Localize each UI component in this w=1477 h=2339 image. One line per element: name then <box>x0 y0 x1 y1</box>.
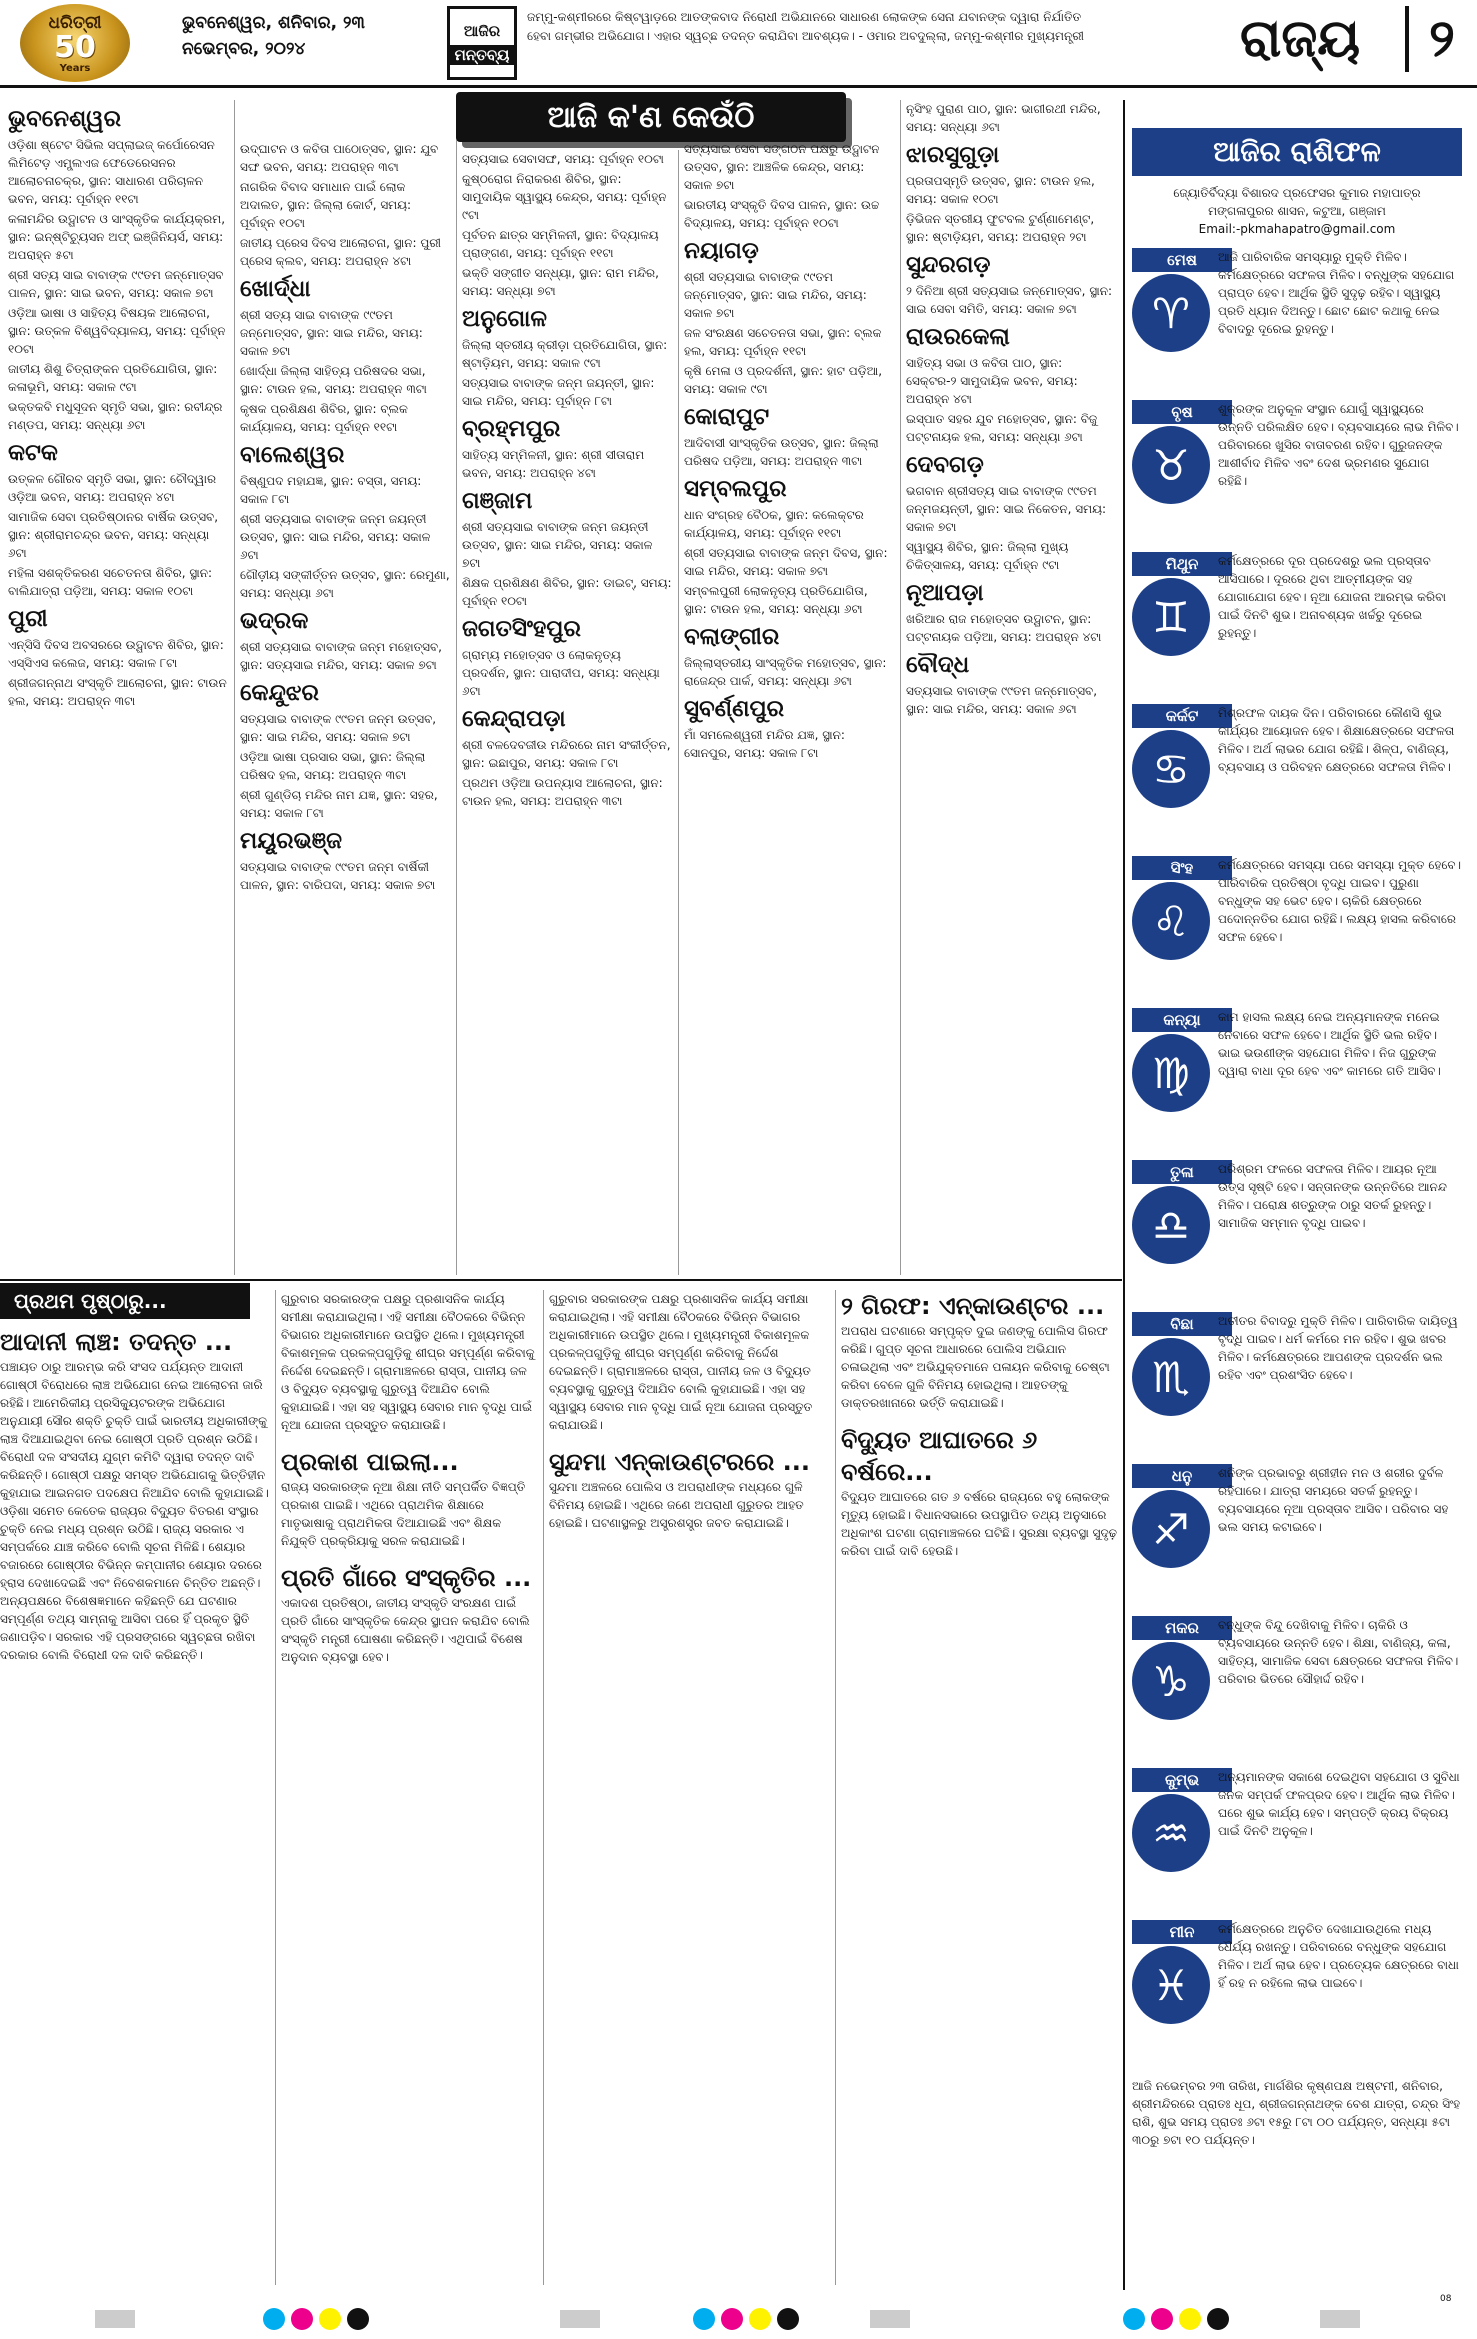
page-number: ୨ <box>1405 6 1455 72</box>
event-item: ଓଡ଼ିଶା ଷ୍ଟେଟ ସିଭିଲ ସପ୍ଲାଇଜ୍ କର୍ପୋରେସନ ଲିମିଟେଡ଼ ଏମ୍ପ୍ଲଏଜ ଫେଡେରେସନର ଆଲୋଚନାଚକ୍ର, ସ୍ଥାନ: ସାଧାରଣ ପରିଚାଳନ ଭବନ, ସମୟ: ପୂର୍ବାହ୍ନ ୧୧ଟା <box>8 138 215 206</box>
events-column-2 <box>240 140 450 1275</box>
story-body: ଏକାଦଶ ପ୍ରତିଷ୍ଠା, ଜାତୀୟ ସଂସ୍କୃତି ସଂରକ୍ଷଣ ପାଇଁ ପ୍ରତି ଗାଁରେ ସାଂସ୍କୃତିକ କେନ୍ଦ୍ର ସ୍ଥାପନ କରାଯିବ ବୋଲି ସଂସ୍କୃତି ମନ୍ତ୍ରୀ ଘୋଷଣା କରିଛନ୍ତି। ଏଥିପାଇଁ ବିଶେଷ ଅନୁଦାନ ବ୍ୟବସ୍ଥା ହେବ। <box>281 1596 530 1664</box>
zodiac-forecast: ଶନିଙ୍କ ପ୍ରଭାବରୁ ଶ୍ରୀହୀନ ମନ ଓ ଶରୀର ଦୁର୍ବଳ ରହିପାରେ। ଯାତ୍ରା ସମୟରେ ସତର୍କ ରୁହନ୍ତୁ। ବ୍ୟବସାୟରେ ନୂଆ ପ୍ରସ୍ତାବ ଆସିବ। ପରିବାର ସହ ଭଲ ସମୟ କଟାଇବେ। <box>1218 1466 1449 1534</box>
column-rule <box>456 140 457 1275</box>
event-item: ଓଡ଼ିଆ ଭାଷା ଓ ସାହିତ୍ୟ ବିଷୟକ ଆଲୋଚନା, ସ୍ଥାନ: ଉତ୍କଳ ବିଶ୍ୱବିଦ୍ୟାଳୟ, ସମୟ: ପୂର୍ବାହ୍ନ ୧୦ଟା <box>8 306 226 356</box>
event-item: ଖରିଆର ରାଜ ମହୋତ୍ସବ ଉଦ୍ଘାଟନ, ସ୍ଥାନ: ପଟ୍ଟନାୟକ ପଡ଼ିଆ, ସମୟ: ଅପରାହ୍ନ ୪ଟା <box>906 612 1102 644</box>
column-rule <box>275 1290 276 2285</box>
zodiac-forecast: ଶୁକ୍ରଙ୍କ ଅନୁକୂଳ ସଂସ୍ଥାନ ଯୋଗୁଁ ସ୍ୱାସ୍ଥ୍ୟରେ ଉନ୍ନତି ପରିଲକ୍ଷିତ ହେବ। ବ୍ୟବସାୟରେ ଲାଭ ମିଳିବ। ପରିବାରରେ ଖୁସିର ବାତାବରଣ ରହିବ। ଗୁରୁଜନଙ୍କ ଆଶୀର୍ବାଦ ମିଳିବ ଏବଂ ଦେଶ ଭ୍ରମଣର ସୁଯୋଗ ରହିଛି। <box>1218 402 1459 488</box>
district-heading: ମୟୂରଭଞ୍ଜ <box>240 828 342 854</box>
zodiac-name: କନ୍ୟା <box>1132 1008 1232 1032</box>
zodiac-sign <box>1132 1160 1462 1307</box>
zodiac-icon: ♑ <box>1132 1642 1210 1720</box>
story-body: ସୁନ୍ଦମା ଅଞ୍ଚଳରେ ପୋଲିସ ଓ ଅପରାଧୀଙ୍କ ମଧ୍ୟରେ ଗୁଳି ବିନିମୟ ହୋଇଛି। ଏଥିରେ ଜଣେ ଅପରାଧୀ ଗୁରୁତର ଆହତ ହୋଇଛି। ଘଟଣାସ୍ଥଳରୁ ଅସ୍ତ୍ରଶସ୍ତ୍ର ଜବତ କରାଯାଇଛି। <box>549 1480 804 1530</box>
story-body: ଅପରାଧ ଘଟଣାରେ ସମ୍ପୃକ୍ତ ଦୁଇ ଜଣଙ୍କୁ ପୋଲିସ ଗିରଫ କରିଛି। ଗୁପ୍ତ ସୂଚନା ଆଧାରରେ ପୋଲିସ ଅଭିଯାନ ଚଳାଇଥିଲା ଏବଂ ଅଭିଯୁକ୍ତମାନେ ପଳାୟନ କରିବାକୁ ଚେଷ୍ଟା କରିବା ବେଳେ ଗୁଳି ବିନିମୟ ହୋଇଥିଲା। ଆହତଙ୍କୁ ଡାକ୍ତରଖାନାରେ ଭର୍ତ୍ତି କରାଯାଇଛି। <box>841 1324 1110 1410</box>
zodiac-sign <box>1132 552 1462 699</box>
logo-text: ଧରିତ୍ରୀ <box>48 12 102 33</box>
zodiac-forecast: କର୍ମକ୍ଷେତ୍ରରେ ଅନୁଚିତ ଦେଖାଯାଉଥିଲେ ମଧ୍ୟ ଧୈର୍ଯ୍ୟ ରଖନ୍ତୁ। ପରିବାରରେ ବନ୍ଧୁଙ୍କ ସହଯୋଗ ମିଳିବ। ଅର୍ଥ ଲାଭ ହେବ। ପ୍ରତ୍ୟେକ କ୍ଷେତ୍ରରେ ବାଧା ହିଁ ରହ ନ ରହିଲେ ଲାଭ ପାଇବେ। <box>1218 1922 1459 1990</box>
column-rule <box>678 150 679 1275</box>
story-headline: ପ୍ରତି ଗାଁରେ ସଂସ୍କୃତିର ... <box>281 1564 532 1592</box>
event-item: ଜଳ ସଂରକ୍ଷଣ ସଚେତନତା ସଭା, ସ୍ଥାନ: ବ୍ଲକ ହଲ, ସମୟ: ପୂର୍ବାହ୍ନ ୧୧ଟା <box>684 326 882 358</box>
zodiac-name: ଧନୁ <box>1132 1464 1232 1488</box>
logo-sub: Years <box>59 62 91 74</box>
story-headline: ୨ ଗିରଫ: ଏନ୍‌କାଉଣ୍ଟର ... <box>841 1292 1105 1320</box>
event-item: କୃଷି ମେଳା ଓ ପ୍ରଦର୍ଶନୀ, ସ୍ଥାନ: ହାଟ ପଡ଼ିଆ, ସମୟ: ସକାଳ ୯ଟା <box>684 364 883 396</box>
column-rule <box>835 1290 836 2285</box>
district-heading: ବାଲେଶ୍ୱର <box>240 442 345 468</box>
district-heading: ନୂଆପଡ଼ା <box>906 580 984 606</box>
event-item: ସତ୍ୟସାଇ ସେବା ସଙ୍ଗଠନ ପକ୍ଷରୁ ଉଦ୍ଘାଟନ ଉତ୍ସବ, ସ୍ଥାନ: ଆଞ୍ଚଳିକ କେନ୍ଦ୍ର, ସମୟ: ସକାଳ ୭ଟା <box>684 142 880 192</box>
event-item: ସତ୍ୟସାଇ ବାବାଙ୍କ ୯୯ତମ ଜନ୍ମ ବାର୍ଷିକୀ ପାଳନ, ସ୍ଥାନ: ବାରିପଦା, ସମୟ: ସକାଳ ୭ଟା <box>240 860 436 892</box>
event-item: ୨ ଦିନିଆ ଶ୍ରୀ ସତ୍ୟସାଇ ଜନ୍ମୋତ୍ସବ, ସ୍ଥାନ: ସାଇ ସେବା ସମିତି, ସମୟ: ସକାଳ ୭ଟା <box>906 284 1113 316</box>
district-heading: ବ୍ରହ୍ମପୁର <box>462 416 561 442</box>
opinion-quote: ଜମ୍ମୁ-କଶ୍ମୀରରେ କିଷ୍ଟୱାଡ଼ରେ ଆତଙ୍କବାଦ ନିରୋଧୀ ଅଭିଯାନରେ ସାଧାରଣ ଲୋକଙ୍କ ସେନା ଯବାନଙ୍କ ଦ୍ୱାରା ନିର୍ଯାତିତ ହେବା ଗମ୍ଭୀର ଅଭିଯୋଗ। ଏହାର ସ୍ୱଚ୍ଛ ତଦନ୍ତ କରାଯିବା ଆବଶ୍ୟକ। - ଓମାର ଅବଦୁଲ୍ଲା, ଜମ୍ମୁ-କଶ୍ମୀର ମୁଖ୍ୟମନ୍ତ୍ରୀ <box>527 10 1084 43</box>
events-banner: ଆଜି କ'ଣ କେଉଁଠି <box>456 92 846 142</box>
event-item: ଉତ୍କଳ ଗୌରବ ସ୍ମୃତି ସଭା, ସ୍ଥାନ: ଚୌଦ୍ୱାର ଓଡ଼ିଆ ଭବନ, ସମୟ: ଅପରାହ୍ନ ୪ଟା <box>8 472 217 504</box>
district-heading: ଅନୁଗୋଳ <box>462 306 548 332</box>
event-item: ଉଦ୍‌ଘାଟନ ଓ କବିତା ପାଠୋତ୍ସବ, ସ୍ଥାନ: ଯୁବ ସଙ୍ଘ ଭବନ, ସମୟ: ଅପରାହ୍ନ ୩ଟା <box>240 142 439 174</box>
anniversary-logo <box>20 4 130 82</box>
event-item: ଖୋର୍ଦ୍ଧା ଜିଲ୍ଲା ସାହିତ୍ୟ ପରିଷଦର ସଭା, ସ୍ଥାନ: ଟାଉନ ହଲ, ସମୟ: ଅପରାହ୍ନ ୩ଟା <box>240 364 427 396</box>
section-rule <box>1123 100 1125 2290</box>
district-heading: ସୁନ୍ଦରଗଡ଼ <box>906 252 991 278</box>
column-rule <box>900 100 901 1275</box>
story-body: ପଞ୍ଚାୟତ ଠାରୁ ଆରମ୍ଭ କରି ସଂସଦ ପର୍ଯ୍ୟନ୍ତ ଆଦାନୀ ଗୋଷ୍ଠୀ ବିରୋଧରେ ଲାଞ୍ଚ ଅଭିଯୋଗ ନେଇ ଆଲୋଚନା ଜାରି ରହିଛି। ଆମେରିକୀୟ ପ୍ରସିକ୍ୟୁଟରଙ୍କ ଅଭିଯୋଗ ଅନୁଯାୟୀ ସୌର ଶକ୍ତି ଚୁକ୍ତି ପାଇଁ ଭାରତୀୟ ଅଧିକାରୀଙ୍କୁ ଲାଞ୍ଚ ଦିଆଯାଇଥିବା ନେଇ ଗୋଷ୍ଠୀ ପ୍ରତି ପ୍ରଶ୍ନ ଉଠିଛି। ବିରୋଧୀ ଦଳ ସଂସଦୀୟ ଯୁଗ୍ମ କମିଟି ଦ୍ୱାରା ତଦନ୍ତ ଦାବି କରିଛନ୍ତି। ଗୋଷ୍ଠୀ ପକ୍ଷରୁ ସମସ୍ତ ଅଭିଯୋଗକୁ ଭିତ୍ତିହୀନ କୁହାଯାଇ ଆଇନଗତ ପଦକ୍ଷେପ ନିଆଯିବ ବୋଲି କୁହାଯାଇଛି। ଓଡ଼ିଶା ସମେତ କେତେକ ରାଜ୍ୟର ବିଦ୍ୟୁତ ବିତରଣ ସଂସ୍ଥାର ଚୁକ୍ତି ନେଇ ମଧ୍ୟ ପ୍ରଶ୍ନ ଉଠିଛି। ରାଜ୍ୟ ସରକାର ଏ ସମ୍ପର୍କରେ ଯାଞ୍ଚ କରିବେ ବୋଲି ସୂଚନା ମିଳିଛି। ଶେୟାର ବଜାରରେ ଗୋଷ୍ଠୀର ବିଭିନ୍ନ କମ୍ପାନୀର ଶେୟାର ଦରରେ ହ୍ରାସ ଦେଖାଦେଇଛି ଏବଂ ନିବେଶକମାନେ ଚିନ୍ତିତ ଅଛନ୍ତି। ଅନ୍ୟପକ୍ଷରେ ବିଶେଷଜ୍ଞମାନେ କହିଛନ୍ତି ଯେ ଘଟଣାର ସମ୍ପୂର୍ଣ୍ଣ ତଥ୍ୟ ସାମ୍ନାକୁ ଆସିବା ପରେ ହିଁ ପ୍ରକୃତ ସ୍ଥିତି ଜଣାପଡ଼ିବ। ସରକାର ଏହି ପ୍ରସଙ୍ଗରେ ସ୍ୱଚ୍ଛତା ରଖିବା ଦରକାର ବୋଲି ବିରୋଧୀ ଦଳ ଦାବି କରିଛନ୍ତି। <box>0 1360 269 1662</box>
date-line: ଭୁବନେଶ୍ୱର, ଶନିବାର, ୨୩ ନଭେମ୍ବର, ୨୦୨୪ <box>182 13 365 59</box>
district-heading: ଦେବଗଡ଼ <box>906 452 984 478</box>
district-heading: ଭଦ୍ରକ <box>240 608 309 634</box>
event-item: ଶିକ୍ଷକ ପ୍ରଶିକ୍ଷଣ ଶିବିର, ସ୍ଥାନ: ଡାଇଟ୍, ସମୟ: ପୂର୍ବାହ୍ନ ୧୦ଟା <box>462 576 672 608</box>
zodiac-forecast: କର୍ମକ୍ଷେତ୍ରରେ ଦୂର ପ୍ରଦେଶରୁ ଭଲ ପ୍ରସ୍ତାବ ଆସିପାରେ। ଦୂରରେ ଥିବା ଆତ୍ମୀୟଙ୍କ ସହ ଯୋଗାଯୋଗ ହେବ। ନୂଆ ଯୋଜନା ଆରମ୍ଭ କରିବା ପାଇଁ ଦିନଟି ଶୁଭ। ଅନାବଶ୍ୟକ ଖର୍ଚ୍ଚରୁ ଦୂରେଇ ରୁହନ୍ତୁ। <box>1218 554 1447 640</box>
district-heading: ସୁବର୍ଣ୍ଣପୁର <box>684 696 785 722</box>
event-item: ମହିଳା ସଶକ୍ତିକରଣ ସଚେତନତା ଶିବିର, ସ୍ଥାନ: ବାଲିଯାତ୍ରା ପଡ଼ିଆ, ସମୟ: ସକାଳ ୧୦ଟା <box>8 566 213 598</box>
zodiac-name: ମୀନ <box>1132 1920 1232 1944</box>
zodiac-icon: ♉ <box>1132 426 1210 504</box>
opinion-tag <box>447 6 517 80</box>
district-heading: ରାଉରକେଲା <box>906 324 1010 350</box>
event-item: ଇସ୍ପାତ ସହର ଯୁବ ମହୋତ୍ସବ, ସ୍ଥାନ: ବିଜୁ ପଟ୍ଟନାୟକ ହଲ, ସମୟ: ସନ୍ଧ୍ୟା ୬ଟା <box>906 412 1098 444</box>
page-code: 08 <box>1440 2294 1452 2304</box>
grey-bar <box>1320 2310 1360 2328</box>
story-continued <box>281 1290 537 2285</box>
story-arrest <box>841 1290 1117 2285</box>
district-heading: ପୁରୀ <box>8 606 48 632</box>
zodiac-forecast: ବନ୍ଧୁଙ୍କ ବିନ୍ଦୁ ଦେଖିବାକୁ ମିଳିବ। ଚାକିରି ଓ ବ୍ୟବସାୟରେ ଉନ୍ନତି ହେବ। ଶିକ୍ଷା, ବାଣିଜ୍ୟ, କଳା, ସାହିତ୍ୟ, ସାମାଜିକ ସେବା କ୍ଷେତ୍ରରେ ସଫଳତା ମିଳିବ। ପରିବାର ଭିତରେ ସୌହାର୍ଦ୍ଦ ରହିବ। <box>1218 1618 1459 1686</box>
district-heading: କୋରାପୁଟ <box>684 404 770 430</box>
column-rule <box>543 1290 544 2285</box>
story-body: ଗୁରୁବାର ସରକାରଙ୍କ ପକ୍ଷରୁ ପ୍ରଶାସନିକ କାର୍ଯ୍ୟ ସମୀକ୍ଷା କରାଯାଇଥିଲା। ଏହି ସମୀକ୍ଷା ବୈଠକରେ ବିଭିନ୍ନ ବିଭାଗର ଅଧିକାରୀମାନେ ଉପସ୍ଥିତ ଥିଲେ। ମୁଖ୍ୟମନ୍ତ୍ରୀ ବିକାଶମୂଳକ ପ୍ରକଳ୍ପଗୁଡ଼ିକୁ ଶୀଘ୍ର ସମ୍ପୂର୍ଣ୍ଣ କରିବାକୁ ନିର୍ଦ୍ଦେଶ ଦେଇଛନ୍ତି। ଗ୍ରାମାଞ୍ଚଳରେ ରାସ୍ତା, ପାନୀୟ ଜଳ ଓ ବିଦ୍ୟୁତ ବ୍ୟବସ୍ଥାକୁ ଗୁରୁତ୍ୱ ଦିଆଯିବ ବୋଲି କୁହାଯାଇଛି। ଏହା ସହ ସ୍ୱାସ୍ଥ୍ୟ ସେବାର ମାନ ବୃଦ୍ଧି ପାଇଁ ନୂଆ ଯୋଜନା ପ୍ରସ୍ତୁତ କରାଯାଉଛି। <box>281 1292 535 1432</box>
zodiac-icon: ♓ <box>1132 1946 1210 2024</box>
event-item: ନୃସିଂହ ପୁରାଣ ପାଠ, ସ୍ଥାନ: ଭାଗୀରଥୀ ମନ୍ଦିର, ସମୟ: ସନ୍ଧ୍ୟା ୬ଟା <box>906 102 1101 134</box>
district-heading: କେନ୍ଦ୍ରାପଡ଼ା <box>462 706 566 732</box>
event-item: ଜିଲ୍ଲାସ୍ତରୀୟ ସାଂସ୍କୃତିକ ମହୋତ୍ସବ, ସ୍ଥାନ: ରାଜେନ୍ଦ୍ର ପାର୍କ, ସମୟ: ସନ୍ଧ୍ୟା ୬ଟା <box>684 656 887 688</box>
zodiac-name: କର୍କଟ <box>1132 704 1232 728</box>
event-item: ସମ୍ବଲପୁରୀ ଲୋକନୃତ୍ୟ ପ୍ରତିଯୋଗିତା, ସ୍ଥାନ: ଟାଉନ ହଲ, ସମୟ: ସନ୍ଧ୍ୟା ୬ଟା <box>684 584 868 616</box>
story-body: ଗୁରୁବାର ସରକାରଙ୍କ ପକ୍ଷରୁ ପ୍ରଶାସନିକ କାର୍ଯ୍ୟ ସମୀକ୍ଷା କରାଯାଇଥିଲା। ଏହି ସମୀକ୍ଷା ବୈଠକରେ ବିଭିନ୍ନ ବିଭାଗର ଅଧିକାରୀମାନେ ଉପସ୍ଥିତ ଥିଲେ। ମୁଖ୍ୟମନ୍ତ୍ରୀ ବିକାଶମୂଳକ ପ୍ରକଳ୍ପଗୁଡ଼ିକୁ ଶୀଘ୍ର ସମ୍ପୂର୍ଣ୍ଣ କରିବାକୁ ନିର୍ଦ୍ଦେଶ ଦେଇଛନ୍ତି। ଗ୍ରାମାଞ୍ଚଳରେ ରାସ୍ତା, ପାନୀୟ ଜଳ ଓ ବିଦ୍ୟୁତ ବ୍ୟବସ୍ଥାକୁ ଗୁରୁତ୍ୱ ଦିଆଯିବ ବୋଲି କୁହାଯାଇଛି। ଏହା ସହ ସ୍ୱାସ୍ଥ୍ୟ ସେବାର ମାନ ବୃଦ୍ଧି ପାଇଁ ନୂଆ ଯୋଜନା ପ୍ରସ୍ତୁତ କରାଯାଉଛି। <box>549 1292 813 1432</box>
event-item: ଶ୍ରୀ ସତ୍ୟ ସାଇ ବାବାଙ୍କ ୯୯ତମ ଜନ୍ମୋତ୍ସବ ପାଳନ, ସ୍ଥାନ: ସାଇ ଭବନ, ସମୟ: ସକାଳ ୭ଟା <box>8 268 224 300</box>
zodiac-icon: ♎ <box>1132 1186 1210 1264</box>
zodiac-name: ମକର <box>1132 1616 1232 1640</box>
grey-bar <box>560 2310 600 2328</box>
section-name: ରାଜ୍ୟ <box>1240 9 1361 69</box>
event-item: ଶ୍ରୀ ସତ୍ୟସାଇ ବାବାଙ୍କ ଜନ୍ମ ଜୟନ୍ତୀ ଉତ୍ସବ, ସ୍ଥାନ: ସାଇ ମନ୍ଦିର, ସମୟ: ସକାଳ ୭ଟା <box>462 520 653 570</box>
print-marks <box>0 2294 1477 2339</box>
events-column-5 <box>906 100 1116 1275</box>
event-item: ଶ୍ରୀଜଗନ୍ନାଥ ସଂସ୍କୃତି ଆଲୋଚନା, ସ୍ଥାନ: ଟାଉନ ହଲ, ସମୟ: ଅପରାହ୍ନ ୩ଟା <box>8 676 227 708</box>
event-item: ଜାତୀୟ ଶିଶୁ ଚିତ୍ରାଙ୍କନ ପ୍ରତିଯୋଗିତା, ସ୍ଥାନ: କଳାଭୂମି, ସମୟ: ସକାଳ ୯ଟା <box>8 362 218 394</box>
zodiac-icon: ♌ <box>1132 882 1210 960</box>
events-column-3 <box>462 150 672 1275</box>
zodiac-icon: ♊ <box>1132 578 1210 656</box>
event-item: କଳାମନ୍ଦିର ଉଦ୍ଘାଟନ ଓ ସାଂସ୍କୃତିକ କାର୍ଯ୍ୟକ୍ରମ, ସ୍ଥାନ: ଇନ୍‌ଷ୍ଟିଚ୍ୟୁସନ ଅଫ୍ ଇଞ୍ଜିନିୟର୍ସ, ସମୟ: ଅପରାହ୍ନ ୫ଟା <box>8 212 226 262</box>
event-item: କୁଷ୍ଠରୋଗ ନିରାକରଣ ଶିବିର, ସ୍ଥାନ: ସାମୁଦାୟିକ ସ୍ୱାସ୍ଥ୍ୟ କେନ୍ଦ୍ର, ସମୟ: ପୂର୍ବାହ୍ନ ୯ଟା <box>462 172 667 222</box>
district-heading: ବୌଦ୍ଧ <box>906 652 970 678</box>
registration-marks <box>260 2308 372 2334</box>
zodiac-name: ସିଂହ <box>1132 856 1232 880</box>
event-item: ଶ୍ରୀ ସତ୍ୟସାଇ ବାବାଙ୍କ ଜନ୍ମ ମହୋତ୍ସବ, ସ୍ଥାନ: ସତ୍ୟସାଇ ମନ୍ଦିର, ସମୟ: ସକାଳ ୭ଟା <box>240 640 443 672</box>
event-item: ନାଗରିକ ବିବାଦ ସମାଧାନ ପାଇଁ ଲୋକ ଅଦାଲତ, ସ୍ଥାନ: ଜିଲ୍ଲା କୋର୍ଟ, ସମୟ: ପୂର୍ବାହ୍ନ ୧୦ଟା <box>240 180 412 230</box>
district-heading: ବଲାଙ୍ଗୀର <box>684 624 780 650</box>
zodiac-forecast: ଆଜି ପାରିବାରିକ ସମସ୍ୟାରୁ ମୁକ୍ତି ମିଳିବ। କର୍ମକ୍ଷେତ୍ରରେ ସଫଳତା ମିଳିବ। ବନ୍ଧୁଙ୍କ ସହଯୋଗ ପ୍ରାପ୍ତ ହେବ। ଆର୍ଥିକ ସ୍ଥିତି ସୁଦୃଢ଼ ରହିବ। ସ୍ୱାସ୍ଥ୍ୟ ପ୍ରତି ଧ୍ୟାନ ଦିଅନ୍ତୁ। ଛୋଟ ଛୋଟ କଥାକୁ ନେଇ ବିବାଦରୁ ଦୂରେଇ ରୁହନ୍ତୁ। <box>1218 250 1455 336</box>
zodiac-name: ତୁଳା <box>1132 1160 1232 1184</box>
event-item: ସାମାଜିକ ସେବା ପ୍ରତିଷ୍ଠାନର ବାର୍ଷିକ ଉତ୍ସବ, ସ୍ଥାନ: ଶ୍ରୀରାମଚନ୍ଦ୍ର ଭବନ, ସମୟ: ସନ୍ଧ୍ୟା ୬ଟା <box>8 510 219 560</box>
zodiac-name: ବୃଷ <box>1132 400 1232 424</box>
zodiac-forecast: ଅତୀତର ବିବାଦରୁ ମୁକ୍ତି ମିଳିବ। ପାରିବାରିକ ଦାୟିତ୍ୱ ବୃଦ୍ଧି ପାଇବ। ଧର୍ମ କର୍ମରେ ମନ ରହିବ। ଶୁଭ ଖବର ମିଳିବ। କର୍ମକ୍ଷେତ୍ରରେ ଆପଣଙ୍କ ପ୍ରଦର୍ଶନ ଭଲ ରହିବ ଏବଂ ପ୍ରଶଂସିତ ହେବେ। <box>1218 1314 1458 1382</box>
event-item: ସ୍ୱାସ୍ଥ୍ୟ ଶିବିର, ସ୍ଥାନ: ଜିଲ୍ଲା ମୁଖ୍ୟ ଚିକିତ୍ସାଳୟ, ସମୟ: ପୂର୍ବାହ୍ନ ୯ଟା <box>906 540 1069 572</box>
event-item: ଓଡ଼ିଆ ଭାଷା ପ୍ରସାର ସଭା, ସ୍ଥାନ: ଜିଲ୍ଲା ପରିଷଦ ହଲ, ସମୟ: ଅପରାହ୍ନ ୩ଟା <box>240 750 426 782</box>
event-item: ବିଷ୍ଣୁପଦ ମହାଯଜ୍ଞ, ସ୍ଥାନ: ବସ୍ତା, ସମୟ: ସକାଳ ୮ଟା <box>240 474 422 506</box>
event-item: ମାଁ ସମଲେଶ୍ୱରୀ ମନ୍ଦିର ଯଜ୍ଞ, ସ୍ଥାନ: ସୋନପୁର, ସମୟ: ସକାଳ ୮ଟା <box>684 728 845 760</box>
event-item: ପୂର୍ବତନ ଛାତ୍ର ସମ୍ମିଳନୀ, ସ୍ଥାନ: ବିଦ୍ୟାଳୟ ପ୍ରାଙ୍ଗଣ, ସମୟ: ପୂର୍ବାହ୍ନ ୧୧ଟା <box>462 228 659 260</box>
district-heading: ଜଗତସିଂହପୁର <box>462 616 581 642</box>
zodiac-name: କୁମ୍ଭ <box>1132 1768 1232 1792</box>
event-item: ପ୍ରତାପସ୍ମୃତି ଉତ୍ସବ, ସ୍ଥାନ: ଟାଉନ ହଲ, ସମୟ: ସକାଳ ୧୦ଟା <box>906 174 1095 206</box>
event-item: ଭକ୍ତକବି ମଧୁସୂଦନ ସ୍ମୃତି ସଭା, ସ୍ଥାନ: ରବୀନ୍ଦ୍ର ମଣ୍ଡପ, ସମୟ: ସନ୍ଧ୍ୟା ୬ଟା <box>8 400 223 432</box>
district-heading: ଝାରସୁଗୁଡ଼ା <box>906 142 1000 168</box>
event-item: ଏନ୍‌ସିସି ଦିବସ ଅବସରରେ ଉଦ୍ଘାଟନ ଶିବିର, ସ୍ଥାନ: ଏସ୍‌ସିଏସ କଲେଜ, ସମୟ: ସକାଳ ୮ଟା <box>8 638 224 670</box>
district-heading: ସମ୍ବଲପୁର <box>684 476 787 502</box>
front-page-continuation-tag: ପ୍ରଥମ ପୃଷ୍ଠାରୁ... <box>0 1283 250 1319</box>
event-item: ଜିଲ୍ଲା ସ୍ତରୀୟ କ୍ରୀଡ଼ା ପ୍ରତିଯୋଗିତା, ସ୍ଥାନ: ଷ୍ଟାଡ଼ିୟମ, ସମୟ: ସକାଳ ୯ଟା <box>462 338 668 370</box>
story-encounter <box>549 1290 829 2285</box>
zodiac-sign <box>1132 1920 1462 2067</box>
event-item: ସାହିତ୍ୟ ସଭା ଓ କବିତା ପାଠ, ସ୍ଥାନ: ସେକ୍ଟର-୨ ସାମୁଦାୟିକ ଭବନ, ସମୟ: ଅପରାହ୍ନ ୪ଟା <box>906 356 1078 406</box>
zodiac-sign <box>1132 704 1462 851</box>
zodiac-forecast: କର୍ମକ୍ଷେତ୍ରରେ ସମସ୍ୟା ପରେ ସମସ୍ୟା ମୁକ୍ତ ହେବେ। ପାରିବାରିକ ପ୍ରତିଷ୍ଠା ବୃଦ୍ଧି ପାଇବ। ପୁରୁଣା ବନ୍ଧୁଙ୍କ ସହ ଭେଟ ହେବ। ଚାକିରି କ୍ଷେତ୍ରରେ ପଦୋନ୍ନତିର ଯୋଗ ରହିଛି। ଲକ୍ଷ୍ୟ ହାସଲ କରିବାରେ ସଫଳ ହେବେ। <box>1218 858 1461 944</box>
event-item: ସାହିତ୍ୟ ସମ୍ମିଳନୀ, ସ୍ଥାନ: ଶ୍ରୀ ସୀତାରାମ ଭବନ, ସମୟ: ଅପରାହ୍ନ ୪ଟା <box>462 448 645 480</box>
grey-bar <box>95 2310 135 2328</box>
astrologer-email: Email:-pkmahapatro@gmail.com <box>1198 222 1396 236</box>
zodiac-sign <box>1132 856 1462 1003</box>
registration-marks <box>1120 2308 1232 2334</box>
event-item: ଭଗବାନ ଶ୍ରୀସତ୍ୟ ସାଇ ବାବାଙ୍କ ୯୯ତମ ଜନ୍ମଜୟନ୍ତୀ, ସ୍ଥାନ: ସାଇ ନିକେତନ, ସମୟ: ସକାଳ ୭ଟା <box>906 484 1107 534</box>
event-item: ଶ୍ରୀ ଗୁଣ୍ଡିଚା ମନ୍ଦିର ନାମ ଯଜ୍ଞ, ସ୍ଥାନ: ସହର, ସମୟ: ସକାଳ ୮ଟା <box>240 788 438 820</box>
astrologer-address: ମଙ୍ଗଳାପୁରର ଶାସନ, କଟୁଆ, ଗଞ୍ଜାମ <box>1208 204 1386 218</box>
event-item: ଗୌଡ଼ୀୟ ସଙ୍କୀର୍ତ୍ତନ ଉତ୍ସବ, ସ୍ଥାନ: ରେମୁଣା, ସମୟ: ସନ୍ଧ୍ୟା ୬ଟା <box>240 568 450 600</box>
district-heading: ଖୋର୍ଦ୍ଧା <box>240 276 311 302</box>
zodiac-icon: ♈ <box>1132 274 1210 352</box>
zodiac-forecast: ପରିଶ୍ରମ ଫଳରେ ସଫଳତା ମିଳିବ। ଆୟର ନୂଆ ଉତ୍ସ ସୃଷ୍ଟି ହେବ। ସନ୍ତାନଙ୍କ ଉନ୍ନତିରେ ଆନନ୍ଦ ମିଳିବ। ପରୋକ୍ଷ ଶତ୍ରୁଙ୍କ ଠାରୁ ସତର୍କ ରୁହନ୍ତୁ। ସାମାଜିକ ସମ୍ମାନ ବୃଦ୍ଧି ପାଇବ। <box>1218 1162 1447 1230</box>
events-column-4 <box>684 140 894 1275</box>
story-headline: ଆଦାନୀ ଲାଞ୍ଚ: ତଦନ୍ତ ... <box>0 1328 233 1356</box>
district-heading: କେନ୍ଦୁଝର <box>240 680 319 706</box>
story-body: ରାଜ୍ୟ ସରକାରଙ୍କ ନୂଆ ଶିକ୍ଷା ନୀତି ସମ୍ପର୍କିତ ବିଜ୍ଞପ୍ତି ପ୍ରକାଶ ପାଇଛି। ଏଥିରେ ପ୍ରାଥମିକ ଶିକ୍ଷାରେ ମାତୃଭାଷାକୁ ପ୍ରାଥମିକତା ଦିଆଯାଇଛି ଏବଂ ଶିକ୍ଷକ ନିଯୁକ୍ତି ପ୍ରକ୍ରିୟାକୁ ସରଳ କରାଯାଇଛି। <box>281 1480 526 1548</box>
event-item: ଭକ୍ତି ସଙ୍ଗୀତ ସନ୍ଧ୍ୟା, ସ୍ଥାନ: ରାମ ମନ୍ଦିର, ସମୟ: ସନ୍ଧ୍ୟା ୭ଟା <box>462 266 659 298</box>
zodiac-name: ମେଷ <box>1132 248 1232 272</box>
zodiac-sign <box>1132 1008 1462 1155</box>
zodiac-sign <box>1132 248 1462 395</box>
event-item: ପ୍ରଥମ ଓଡ଼ିଆ ଉପନ୍ୟାସ ଆଲୋଚନା, ସ୍ଥାନ: ଟାଉନ ହଲ, ସମୟ: ଅପରାହ୍ନ ୩ଟା <box>462 776 663 808</box>
event-item: ସତ୍ୟସାଇ ବାବାଙ୍କ ୯୯ତମ ଜନ୍ମୋତ୍ସବ, ସ୍ଥାନ: ସାଇ ମନ୍ଦିର, ସମୟ: ସକାଳ ୬ଟା <box>906 684 1098 716</box>
event-item: ଶ୍ରୀ ବଳଦେବଜୀଉ ମନ୍ଦିରରେ ନାମ ସଂକୀର୍ତ୍ତନ, ସ୍ଥାନ: ଇଛାପୁର, ସମୟ: ସକାଳ ୮ଟା <box>462 738 671 770</box>
event-item: କୃଷକ ପ୍ରଶିକ୍ଷଣ ଶିବିର, ସ୍ଥାନ: ବ୍ଲକ କାର୍ଯ୍ୟାଳୟ, ସମୟ: ପୂର୍ବାହ୍ନ ୧୧ଟା <box>240 402 408 434</box>
zodiac-name: ମିଥୁନ <box>1132 552 1232 576</box>
rashifala-banner: ଆଜିର ରାଶିଫଳ <box>1132 128 1462 176</box>
zodiac-forecast: ଅନ୍ୟମାନଙ୍କ ସକାଶେ ଦେଇଥିବା ସହଯୋଗ ଓ ସୁବିଧା ଜନକ ସମ୍ପର୍କ ଫଳପ୍ରଦ ହେବ। ଆର୍ଥିକ ଲାଭ ମିଳିବ। ଘରେ ଶୁଭ କାର୍ଯ୍ୟ ହେବ। ସମ୍ପତ୍ତି କ୍ରୟ ବିକ୍ରୟ ପାଇଁ ଦିନଟି ଅନୁକୂଳ। <box>1218 1770 1460 1838</box>
story-body: ବିଦ୍ୟୁତ ଆଘାତରେ ଗତ ୬ ବର୍ଷରେ ରାଜ୍ୟରେ ବହୁ ଲୋକଙ୍କ ମୃତ୍ୟୁ ହୋଇଛି। ବିଧାନସଭାରେ ଉପସ୍ଥାପିତ ତଥ୍ୟ ଅନୁସାରେ ଅଧିକାଂଶ ଘଟଣା ଗ୍ରାମାଞ୍ଚଳରେ ଘଟିଛି। ସୁରକ୍ଷା ବ୍ୟବସ୍ଥା ସୁଦୃଢ଼ କରିବା ପାଇଁ ଦାବି ହେଉଛି। <box>841 1490 1117 1558</box>
zodiac-icon: ♏ <box>1132 1338 1210 1416</box>
zodiac-icon: ♍ <box>1132 1034 1210 1112</box>
section-divider <box>0 1279 1122 1281</box>
zodiac-icon: ♒ <box>1132 1794 1210 1872</box>
event-item: ଶ୍ରୀ ସତ୍ୟସାଇ ବାବାଙ୍କ ଜନ୍ମ ଦିବସ, ସ୍ଥାନ: ସାଇ ମନ୍ଦିର, ସମୟ: ସକାଳ ୭ଟା <box>684 546 888 578</box>
opinion-tag-line1: ଆଜିର <box>463 22 501 40</box>
opinion-tag-line2: ମନ୍ତବ୍ୟ <box>450 45 515 65</box>
zodiac-icon: ♐ <box>1132 1490 1210 1568</box>
logo-number: 50 <box>54 29 96 65</box>
registration-marks <box>690 2308 802 2334</box>
event-item: ଡ଼ିଭିଜନ ସ୍ତରୀୟ ଫୁଟବଲ ଟୁର୍ଣ୍ଣାମେଣ୍ଟ, ସ୍ଥାନ: ଷ୍ଟାଡ଼ିୟମ, ସମୟ: ଅପରାହ୍ନ ୨ଟା <box>906 212 1095 244</box>
district-heading: ଭୁବନେଶ୍ୱର <box>8 106 122 132</box>
event-item: ଭାରତୀୟ ସଂସ୍କୃତି ଦିବସ ପାଳନ, ସ୍ଥାନ: ଉଚ୍ଚ ବିଦ୍ୟାଳୟ, ସମୟ: ପୂର୍ବାହ୍ନ ୧୦ଟା <box>684 198 880 230</box>
zodiac-forecast: ମିଶ୍ରଫଳ ଦାୟକ ଦିନ। ପରିବାରରେ କୌଣସି ଶୁଭ କାର୍ଯ୍ୟର ଆୟୋଜନ ହେବ। ଶିକ୍ଷାକ୍ଷେତ୍ରରେ ସଫଳତା ମିଳିବ। ଅର୍ଥ ଲାଭର ଯୋଗ ରହିଛି। ଶିଳ୍ପ, ବାଣିଜ୍ୟ, ବ୍ୟବସାୟ ଓ ପରିବହନ କ୍ଷେତ୍ରରେ ସଫଳତା ମିଳିବ। <box>1218 706 1455 774</box>
district-heading: ଗଞ୍ଜାମ <box>462 488 533 514</box>
masthead <box>0 0 1477 88</box>
event-item: ଶ୍ରୀ ସତ୍ୟସାଇ ବାବାଙ୍କ ଜନ୍ମ ଜୟନ୍ତୀ ଉତ୍ସବ, ସ୍ଥାନ: ସାଇ ମନ୍ଦିର, ସମୟ: ସକାଳ ୬ଟା <box>240 512 431 562</box>
story-headline: ସୁନ୍ଦମା ଏନ୍‌କାଉଣ୍ଟରରେ ... <box>549 1448 811 1476</box>
zodiac-sign <box>1132 1616 1462 1763</box>
zodiac-sign <box>1132 1464 1462 1611</box>
grey-bar <box>870 2310 910 2328</box>
story-headline: ପ୍ରକାଶ ପାଇଲା... <box>281 1448 459 1476</box>
zodiac-forecast: କାମ ହାସଲ ଲକ୍ଷ୍ୟ ନେଇ ଅନ୍ୟମାନଙ୍କ ମନେଇ ନେବାରେ ସଫଳ ହେବେ। ଆର୍ଥିକ ସ୍ଥିତି ଭଲ ରହିବ। ଭାଇ ଭଉଣୀଙ୍କ ସହଯୋଗ ମିଳିବ। ନିଜ ଗୁରୁଙ୍କ ଦ୍ୱାରା ବାଧା ଦୂର ହେବ ଏବଂ କାମରେ ଗତି ଆସିବ। <box>1218 1010 1441 1078</box>
story-adani <box>0 1326 270 2286</box>
zodiac-sign <box>1132 400 1462 547</box>
event-item: ସତ୍ୟସାଇ ବାବାଙ୍କ ଜନ୍ମ ଜୟନ୍ତୀ, ସ୍ଥାନ: ସାଇ ମନ୍ଦିର, ସମୟ: ପୂର୍ବାହ୍ନ ୮ଟା <box>462 376 655 408</box>
zodiac-name: ବିଛା <box>1132 1312 1232 1336</box>
zodiac-icon: ♋ <box>1132 730 1210 808</box>
event-item: ସତ୍ୟସାଇ ବାବାଙ୍କ ୯୯ତମ ଜନ୍ମ ଉତ୍ସବ, ସ୍ଥାନ: ସାଇ ମନ୍ଦିର, ସମୟ: ସକାଳ ୭ଟା <box>240 712 437 744</box>
event-item: ଧାନ ସଂଗ୍ରହ ବୈଠକ, ସ୍ଥାନ: କଲେକ୍ଟର କାର୍ଯ୍ୟାଳୟ, ସମୟ: ପୂର୍ବାହ୍ନ ୧୧ଟା <box>684 508 864 540</box>
district-heading: ନୟାଗଡ଼ <box>684 238 759 264</box>
panchang-text: ଆଜି ନଭେମ୍ବର ୨୩ ତାରିଖ, ମାର୍ଗଶିର କୃଷ୍ଣପକ୍ଷ ଅଷ୍ଟମୀ, ଶନିବାର, ଶ୍ରୀମନ୍ଦିରରେ ପ୍ରାତଃ ଧୂପ, ଶ୍ରୀଜଗନ୍ନାଥଙ୍କ ବେଶ ଯାତ୍ରା, ଚନ୍ଦ୍ର ସିଂହ ରାଶି, ଶୁଭ ସମୟ ପ୍ରାତଃ ୬ଟା ୧୫ରୁ ୮ଟା ୦୦ ପର୍ଯ୍ୟନ୍ତ, ସନ୍ଧ୍ୟା ୫ଟା ୩୦ରୁ ୭ଟା ୧୦ ପର୍ଯ୍ୟନ୍ତ। <box>1132 2079 1461 2147</box>
zodiac-sign <box>1132 1768 1462 1915</box>
column-rule <box>234 100 235 1275</box>
event-item: ଶ୍ରୀ ସତ୍ୟ ସାଇ ବାବାଙ୍କ ୯୯ତମ ଜନ୍ମୋତ୍ସବ, ସ୍ଥାନ: ସାଇ ମନ୍ଦିର, ସମୟ: ସକାଳ ୭ଟା <box>240 308 423 358</box>
astrologer-name: ଜ୍ୟୋତିର୍ବିଦ୍ୟା ବିଶାରଦ ପ୍ରଫେସର କୁମାର ମହାପାତ୍ର <box>1173 186 1421 200</box>
zodiac-sign <box>1132 1312 1462 1459</box>
district-heading: କଟକ <box>8 440 58 466</box>
event-item: ଜାତୀୟ ପ୍ରେସ ଦିବସ ଆଲୋଚନା, ସ୍ଥାନ: ପୁରୀ ପ୍ରେସ କ୍ଲବ, ସମୟ: ଅପରାହ୍ନ ୪ଟା <box>240 236 442 268</box>
event-item: ଗ୍ରାମ୍ୟ ମହୋତ୍ସବ ଓ ଲୋକନୃତ୍ୟ ପ୍ରଦର୍ଶନ, ସ୍ଥାନ: ପାରାଦୀପ, ସମୟ: ସନ୍ଧ୍ୟା ୬ଟା <box>462 648 660 698</box>
event-item: ସତ୍ୟସାଇ ସେବାସଙ୍ଘ, ସମୟ: ପୂର୍ବାହ୍ନ ୧୦ଟା <box>462 152 664 166</box>
event-item: ଶ୍ରୀ ସତ୍ୟସାଇ ବାବାଙ୍କ ୯୯ତମ ଜନ୍ମୋତ୍ସବ, ସ୍ଥାନ: ସାଇ ମନ୍ଦିର, ସମୟ: ସକାଳ ୭ଟା <box>684 270 867 320</box>
event-item: ଆଦିବାସୀ ସାଂସ୍କୃତିକ ଉତ୍ସବ, ସ୍ଥାନ: ଜିଲ୍ଲା ପରିଷଦ ପଡ଼ିଆ, ସମୟ: ଅପରାହ୍ନ ୩ଟା <box>684 436 879 468</box>
astrologer-info <box>1132 184 1462 238</box>
story-headline: ବିଦ୍ୟୁତ ଆଘାତରେ ୬ ବର୍ଷରେ... <box>841 1426 1038 1486</box>
events-column-1 <box>8 100 228 1275</box>
